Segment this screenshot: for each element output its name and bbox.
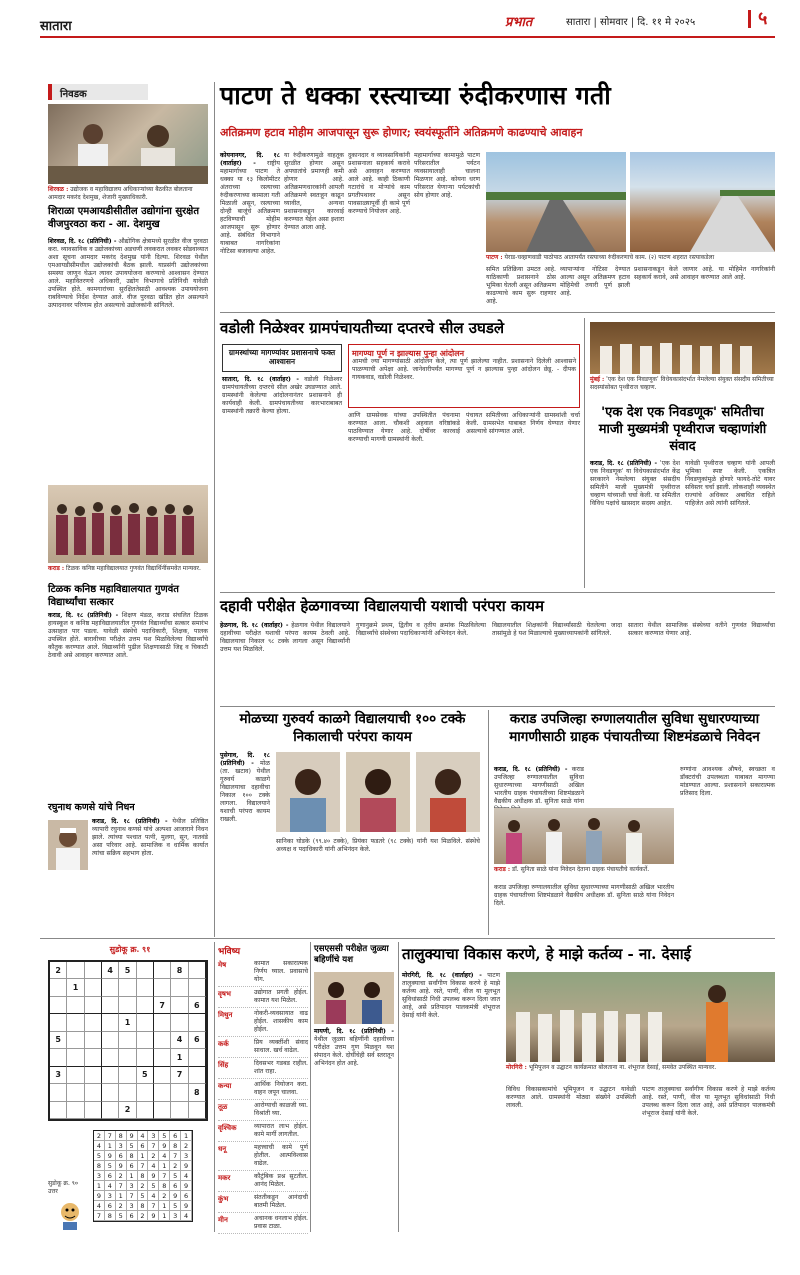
horoscope-title: भविष्य [218, 947, 241, 957]
sudoku-cell: 5 [119, 962, 136, 979]
sudoku-cell [119, 1032, 136, 1049]
sudoku-cell [189, 962, 206, 979]
zodiac-sign: कुंभ [218, 1194, 229, 1203]
students-group-photo [48, 485, 208, 563]
story-body: पुसेगाव, दि. १८ (प्रतिनिधी) - मोळ (ता. खटाव) येथील गुरुवर्य काळगे विद्यालयाचा दहावीचा निकाल १०० टक्के लागला. विद्यालयाने यशाची परंपरा कायम राखली. [220, 752, 270, 823]
horoscope-text: व्यापारात लाभ होईल. कामे मार्गी लागतील. [254, 1123, 308, 1138]
story-body: कराड, दि. १८ (प्रतिनिधी) - कराड उपजिल्हा रुग्णालयातील सुविधा सुधारण्याच्या मागणीसाठी अखिल भारतीय ग्राहक पंचायतीच्या शिष्टमंडळाने वैद्यकीय अधीक्षक डॉ. सुनिता साळे यांना [494, 766, 584, 805]
lead-body-col5: समित प्रतिक्रिया उमटत आहे. याठिकाणी प्रशासनाने ठोस भूमिका घेतली असून अतिक्रमण काढण्याचे काम सुरू राहणार आहे. [486, 266, 557, 305]
sudoku-cell [189, 1102, 206, 1119]
student-photo [276, 752, 340, 832]
sudoku-cell: 8 [171, 962, 188, 979]
sudoku-cell [137, 1014, 154, 1031]
story-body: शिरवळ, दि. १८ (प्रतिनिधी) - औद्योगिक क्षेत्रामध्ये सुरळीत वीज पुरवठा करा. व्यावसायिक व उद्योजकांच्या अडचणी लवकरात लवकर सोडवाव्यात अशा सूचना आमदार मकरंद देशमुख यांनी दिल्या. शिरवळ येथील एमआयडीसीमधील उद्योजकांची बैठक झाली. याप्रसंगी उद्योजकांच्या समस्या जाणून घेऊन त्यावर उपाययोजना करण्याचे आश्वासन देण्यात आले. महावितरणचे अधिकारी, उद्योग विभागाचे प्रतिनिधी यावेळी उपस्थित होते. कामगारांच्या सुरक्षिततेसाठी आवश्यक उपाययोजना राबविण्याचे निर्देश देण्यात आले. वीज पुरवठा खंडित होत असल्याने उत्पादनावर परिणाम होत असल्याचे उद्योजकांनी सांगितले. [48, 238, 209, 309]
horoscope-text: आर्थिक नियोजन करा. वाहन जपून चालवा. [254, 1081, 308, 1096]
horoscope-text: दिवसभर गडबड राहील. शांत राहा. [254, 1060, 308, 1075]
sudoku-cell [85, 979, 102, 996]
sudoku-answer-cell: 8 [94, 1161, 105, 1171]
sudoku-answer-cell: 7 [148, 1141, 159, 1151]
lead-body-col7: प्रशासनाकडून केले जाणार आहे. या मोहिमेत नागरिकांनी सहकार्य करावे, असे आवाहन करण्यात आले आहे. [634, 266, 775, 281]
sudoku-cell [119, 979, 136, 996]
lead-body-col3: दुकानदार व व्यावसायिकांनी प्रशासनाला सहकार्य करावे असे आवाहन करण्यात आले आहे. काही ठिकाणी गटारांचे व मोऱ्यांचे काम प्रगतीपथावर असून पावसाळ्यापूर्वी ही कामे पूर्ण करण्याचे नियोजन आहे. [348, 152, 410, 215]
horoscope-row [218, 1037, 308, 1058]
sudoku-answer-cell: 4 [148, 1161, 159, 1171]
sudoku-answer-cell: 6 [127, 1161, 138, 1171]
masthead-city: सातारा [40, 19, 72, 34]
sudoku-answer-cell: 1 [138, 1151, 149, 1161]
sudoku-answer-cell: 4 [181, 1171, 192, 1181]
sudoku-cell [154, 1049, 171, 1066]
sudoku-cell: 1 [119, 1014, 136, 1031]
sudoku-cell [50, 1014, 67, 1031]
sudoku-answer-cell: 4 [94, 1201, 105, 1211]
story-body: मायणी, दि. १८ (प्रतिनिधी) - येथील जुळ्या बहिणींनी दहावीच्या परीक्षेत उत्तम गुण मिळवून यश संपादन केले. दोघींचेही सर्व स्तरातून अभिनंदन होत आहे. [314, 1028, 394, 1067]
sudoku-answer-cell: 9 [105, 1151, 116, 1161]
sudoku-cell [189, 1049, 206, 1066]
committee-photo-caption: मुंबई : 'एक देश एक निवडणूक' विधेयकासंदर्भात नेमलेल्या संयुक्त संसदीय समितीच्या सदस्यांसोबत पृथ्वीराज चव्हाण. [590, 376, 774, 391]
horoscope-text: महत्त्वाची कामे पूर्ण होतील. आत्मविश्वास वाढेल. [254, 1144, 308, 1167]
sudoku-answer-cell: 4 [181, 1211, 192, 1221]
story-body: कराड, दि. १८ (प्रतिनिधी) - शिक्षण मंडळ, कराड संचलित टिळक हायस्कूल व कनिष्ठ महाविद्यालयातील गुणवंत विद्यार्थ्यांचा सत्कार समारंभ उत्साहात पार पडला. यावेळी संस्थेचे पदाधिकारी, शिक्षक, पालक उपस्थित होते. बारावीच्या परीक्षेत उत्तम यश मिळविलेल्या विद्यार्थ्यांचे कौतुक करण्यात आले. विद्यार्थ्यांनी पुढील शिक्षणासाठी जिद्द व चिकाटी ठेवावी असे आवाहन करण्यात आले. [48, 612, 209, 659]
sudoku-answer-cell: 7 [159, 1171, 170, 1181]
horoscope-row [218, 1008, 308, 1037]
sudoku-answer-cell: 3 [127, 1181, 138, 1191]
road-photo [486, 152, 626, 252]
sudoku-cell: 7 [171, 1067, 188, 1084]
story-body: यावेळी पृथ्वीराज चव्हाण यांनी आपली भूमिका स्पष्ट केली. एकत्रित निवडणुकांमुळे होणारे फायदे-तोटे यावर सविस्तर चर्चा झाली. लोकशाही व्यवस्थेत राज्यांचे अधिकार अबाधित राहिले पाहिजेत असे त्यांनी सांगितले. [685, 460, 775, 507]
sudoku-answer-cell: 2 [159, 1191, 170, 1201]
sudoku-cell [137, 1084, 154, 1101]
sudoku-cell [171, 1102, 188, 1119]
sudoku-answer-cell: 2 [170, 1161, 181, 1171]
sudoku-cell: 4 [171, 1032, 188, 1049]
zodiac-sign: कर्क [218, 1039, 229, 1048]
sudoku-answer-cell: 1 [94, 1181, 105, 1191]
sudoku-cell: 3 [50, 1067, 67, 1084]
sudoku-cell [137, 997, 154, 1014]
sudoku-cell: 6 [189, 1032, 206, 1049]
story-body: कराड उपजिल्हा रुग्णालयातील सुविधा सुधारण्याच्या मागणीसाठी अखिल भारतीय ग्राहक पंचायतीच्या शिष्टमंडळाने वैद्यकीय अधीक्षक डॉ. सुनिता साळे यांना निवेदन दिले. [494, 884, 674, 907]
sudoku-cell [119, 1049, 136, 1066]
sudoku-answer-cell: 8 [138, 1201, 149, 1211]
horoscope-text: संततीकडून आनंदाची बातमी मिळेल. [254, 1194, 308, 1209]
sudoku-answer-cell: 9 [159, 1141, 170, 1151]
horoscope-text: कौटुंबिक प्रश्न सुटतील. आनंद मिळेल. [254, 1173, 308, 1188]
memorandum-photo-caption: कराड : डॉ. सुनिता साळे यांना निवेदन देताना ग्राहक पंचायतीचे कार्यकर्ते. [494, 866, 650, 873]
sudoku-cell [50, 1084, 67, 1101]
obituary-photo [48, 820, 88, 870]
event-photo [506, 972, 775, 1062]
memorandum-photo [494, 808, 674, 864]
sudoku-cell [171, 1014, 188, 1031]
horoscope-list [218, 958, 308, 1233]
callout-box: मागण्या पूर्ण न झाल्यास पुन्हा आंदोलन आमची ज्या मागण्यांसाठी आंदोलन केले, त्या पूर्ण झालेल्या नाहीत. प्रशासनाने दिलेली आश्वासने पाळण्याची अपेक्षा आहे. जानेवारीपर्यंत मागण्या पूर्ण न झाल्यास पुन्हा आंदोलन छेडू. - दीपक गायकवाड, वडोली निळेश्वर. [348, 344, 580, 408]
sudoku-cell [189, 1067, 206, 1084]
sudoku-answer-cell: 8 [170, 1141, 181, 1151]
story-headline: टिळक कनिष्ठ महाविद्यालयात गुणवंत विद्यार्थ्यांचा सत्कार [48, 584, 179, 608]
sudoku-cell [154, 1014, 171, 1031]
sudoku-cell [67, 962, 84, 979]
sudoku-cell [85, 1032, 102, 1049]
horoscope-row [218, 1079, 308, 1100]
sudoku-answer-cell: 2 [138, 1211, 149, 1221]
horoscope-text: प्रिय व्यक्तींशी संवाद साधाल. खर्च वाढेल. [254, 1039, 308, 1054]
sudoku-cell [171, 997, 188, 1014]
zodiac-sign: सिंह [218, 1060, 229, 1069]
sudoku-answer-cell: 3 [181, 1151, 192, 1161]
sudoku-answer-cell: 7 [116, 1181, 127, 1191]
masthead-rule [40, 36, 775, 38]
sudoku-answer-cell: 9 [127, 1131, 138, 1141]
sudoku-cell [50, 997, 67, 1014]
sudoku-answer-cell: 3 [116, 1141, 127, 1151]
sudoku-cell: 1 [67, 979, 84, 996]
meeting-photo-caption: शिरवळ : उद्योजक व महाविद्यालय अधिकाऱ्यांच्या बैठकीत बोलताना आमदार मकरंद देशमुख, शेजारी मुख्याधिकारी. [48, 186, 193, 201]
sudoku-grid [48, 960, 208, 1121]
horoscope-row [218, 1192, 308, 1213]
sudoku-answer-cell: 6 [181, 1191, 192, 1201]
student-photo [346, 752, 410, 832]
sudoku-cell [154, 962, 171, 979]
sudoku-answer-cell: 7 [94, 1211, 105, 1221]
zodiac-sign: वृश्चिक [218, 1123, 237, 1132]
section-tag: निवडक [48, 84, 148, 100]
story-body: पाटण तालुक्याचा सर्वांगीण विकास करणे हे माझे कर्तव्य आहे. रस्ते, पाणी, वीज या मूलभूत सुविधांसाठी निधी उपलब्ध करून दिला जात आहे, असे प्रतिपादन पालकमंत्री शंभूराज देसाई यांनी केले. [642, 1086, 775, 1117]
story-headline: दहावी परीक्षेत हेळगावच्या विद्यालयाची यशाची परंपरा कायम [220, 597, 544, 615]
sudoku-answer-cell: 9 [181, 1201, 192, 1211]
sudoku-answer-cell: 5 [159, 1131, 170, 1141]
zodiac-sign: तूळ [218, 1102, 228, 1111]
sudoku-cell [85, 1014, 102, 1031]
story-body: हेळगाव, दि. १८ (वार्ताहर) - हेळगाव येथील विद्यालयाने दहावीच्या परीक्षेत यशाची परंपरा कायम ठेवली आहे. विद्यालयाचा निकाल ९८ टक्के लागला असून विद्यार्थ्यांनी उत्तम यश मिळविले. [220, 622, 350, 653]
answer-title: सुडोकू क्र. ९० उत्तर [48, 1180, 78, 1195]
sudoku-cell [154, 1084, 171, 1101]
story-headline: शिराळा एमआयडीसीतील उद्योगांना सुरक्षेत वीजपुरवठा करा - आ. देशमुख [48, 206, 200, 230]
event-photo-caption: मोरगिरी : भूमिपूजन व उद्घाटन कार्यक्रमात बोलताना ना. शंभूराज देसाई, समवेत उपस्थित मान्यवर. [506, 1064, 717, 1071]
sudoku-cell [102, 1014, 119, 1031]
sudoku-cell [102, 997, 119, 1014]
sudoku-answer-cell: 5 [170, 1201, 181, 1211]
callout-box: ग्रामस्थांच्या मागण्यांवर प्रशासनाचे फक्त आश्वासन [222, 344, 342, 372]
sudoku-answer-cell: 4 [148, 1191, 159, 1201]
section-divider [40, 938, 775, 939]
sudoku-cell: 1 [171, 1049, 188, 1066]
zodiac-sign: मकर [218, 1173, 231, 1182]
sudoku-title: सुडोकू क्र. ९१ [109, 944, 151, 954]
story-body: गुणानुक्रमे प्रथम, द्वितीय व तृतीय क्रमांक मिळविलेल्या विद्यार्थ्यांचे संस्थेच्या पदाधिकाऱ्यांनी अभिनंदन केले. [356, 622, 486, 637]
story-body: मोरगिरी, दि. १८ (वार्ताहर) - पाटण तालुक्याचा सर्वांगीण विकास करणे हे माझे कर्तव्य आहे. रस्ते, पाणी, वीज या मूलभूत सुविधांसाठी निधी उपलब्ध करून दिला जात आहे, असे प्रतिपादन पालकमंत्री शंभूराज देसाई यांनी केले. [402, 972, 501, 1019]
horoscope-text: अचानक धनलाभ होईल. प्रवास टाळा. [254, 1215, 308, 1230]
sudoku-answer-cell: 1 [159, 1161, 170, 1171]
sudoku-cell [154, 979, 171, 996]
sudoku-answer-cell: 1 [127, 1171, 138, 1181]
sudoku-cell [67, 1102, 84, 1119]
sudoku-answer-cell: 9 [116, 1161, 127, 1171]
sudoku-cell [189, 1014, 206, 1031]
lead-body-col2: या रुंदीकरणामुळे वाहतूक सुरळीत होणार असून अपघातांचे प्रमाणही कमी होणार आहे. अतिक्रमणधारकांनी आपली अतिक्रमणे स्वतःहून काढून घ्यावीत, अन्यथा प्रशासनाकडून कारवाई करण्यात येईल असा इशारा देण्यात आला आहे. [284, 152, 344, 231]
sudoku-cell [154, 1032, 171, 1049]
sudoku-answer-cell: 3 [170, 1211, 181, 1221]
sudoku-answer-cell: 6 [170, 1181, 181, 1191]
column-divider [214, 942, 215, 1232]
sudoku-cell: 6 [189, 997, 206, 1014]
sudoku-answer-cell: 4 [94, 1141, 105, 1151]
column-divider [488, 710, 489, 935]
sudoku-cell [67, 1032, 84, 1049]
sudoku-answer-cell: 9 [148, 1171, 159, 1181]
sudoku-answer-cell: 8 [159, 1181, 170, 1191]
section-divider [220, 312, 775, 313]
sudoku-answer-cell: 7 [148, 1201, 159, 1211]
sudoku-cell [67, 1014, 84, 1031]
sudoku-answer-cell: 6 [105, 1171, 116, 1181]
sudoku-cell: 5 [137, 1067, 154, 1084]
sudoku-cell [137, 962, 154, 979]
sudoku-cell [50, 979, 67, 996]
sudoku-answer-cell: 9 [181, 1161, 192, 1171]
sudoku-answer-cell: 5 [170, 1171, 181, 1181]
sudoku-cell [119, 1067, 136, 1084]
zodiac-sign: वृषभ [218, 989, 231, 998]
sudoku-answer-cell: 6 [127, 1211, 138, 1221]
masthead-dateline: सातारा | सोमवार | दि. ११ मे २०२५ [566, 17, 696, 28]
sudoku-answer-cell: 7 [127, 1191, 138, 1201]
meeting-photo [48, 104, 208, 184]
sudoku-cell: 2 [50, 962, 67, 979]
road-photo-2 [630, 152, 775, 252]
zodiac-sign: मिथुन [218, 1010, 233, 1019]
sudoku-answer-cell: 1 [159, 1201, 170, 1211]
column-divider [214, 82, 215, 937]
sudoku-answer-cell: 7 [138, 1161, 149, 1171]
sudoku-cell: 5 [50, 1032, 67, 1049]
sudoku-answer-cell: 3 [94, 1171, 105, 1181]
story-body: आणि ग्रामसेवक यांच्या उपस्थितीत पंचनामा करण्यात आला. चौकशी अहवाल वरिष्ठांकडे पाठविण्यात येणार आहे. दोषींवर कारवाई करण्याची मागणी ग्रामस्थांनी केली. [348, 412, 460, 443]
section-divider [220, 706, 775, 707]
sudoku-answer-cell: 1 [181, 1131, 192, 1141]
student-photo [416, 752, 480, 832]
sudoku-cell [50, 1102, 67, 1119]
story-body: सातारा येथील सामाजिक संस्थेच्या वतीने गुणवंत विद्यार्थ्यांचा सत्कार करण्यात येणार आहे. [628, 622, 775, 637]
sudoku-answer-cell: 2 [148, 1151, 159, 1161]
sudoku-cell [102, 979, 119, 996]
section-divider [220, 592, 775, 593]
zodiac-sign: मेष [218, 960, 227, 969]
story-headline: कराड उपजिल्हा रुग्णालयातील सुविधा सुधारण्याच्या मागणीसाठी ग्राहक पंचायतीच्या शिष्टमंडळाचे निवेदन [509, 711, 760, 745]
column-divider [584, 318, 585, 588]
story-body: विविध विकासकामांचे भूमिपूजन व उद्घाटन यावेळी करण्यात आले. ग्रामस्थांनी मोठ्या संख्येने उपस्थिती लावली. [506, 1086, 636, 1109]
sudoku-cell [102, 1049, 119, 1066]
sudoku-answer-cell: 5 [148, 1181, 159, 1191]
sudoku-cell [119, 997, 136, 1014]
sudoku-answer-cell: 3 [148, 1131, 159, 1141]
column-divider [310, 942, 311, 1232]
story-headline: रघुनाथ कणसे यांचे निधन [48, 802, 135, 813]
sudoku-cell [85, 1067, 102, 1084]
sudoku-cell: 7 [154, 997, 171, 1014]
sudoku-cell [85, 962, 102, 979]
sudoku-cell [171, 1084, 188, 1101]
lead-body-col1: कोयनानगर, दि. १८ (वार्ताहर) - राष्ट्रीय महामार्गाच्या पाटण ते धक्का या १३ किलोमीटर अंतराच्या रस्त्याच्या रुंदीकरणाच्या कामाला गती मिळाली असून, रस्त्याच्या दोन्ही बाजूंचे अतिक्रमण हटविण्याची मोहीम आजपासून सुरू होणार आहे. संबंधित विभागाने याबाबत नागरिकांना नोटिसा बजावल्या आहेत. [220, 152, 280, 255]
sudoku-answer-cell: 8 [105, 1211, 116, 1221]
sudoku-cell [67, 1084, 84, 1101]
sudoku-answer-cell: 6 [105, 1201, 116, 1211]
sudoku-answer-cell: 2 [94, 1131, 105, 1141]
sudoku-cell [50, 1049, 67, 1066]
sudoku-answer-cell: 5 [138, 1191, 149, 1201]
sudoku-cell [102, 1084, 119, 1101]
sudoku-cell [102, 1032, 119, 1049]
sudoku-answer-cell: 7 [105, 1131, 116, 1141]
sudoku-answer-cell: 2 [116, 1201, 127, 1211]
cartoon-icon [52, 1200, 88, 1230]
sudoku-answer-cell: 4 [105, 1181, 116, 1191]
committee-photo [590, 322, 775, 374]
sudoku-cell: 4 [102, 962, 119, 979]
sudoku-cell [171, 979, 188, 996]
sudoku-cell [189, 979, 206, 996]
students-photo-caption: कराड : टिळक कनिष्ठ महाविद्यालयात गुणवंत विद्यार्थिनींसमवेत मान्यवर. [48, 565, 201, 572]
sudoku-answer-cell: 2 [181, 1141, 192, 1151]
sudoku-answer-cell: 5 [127, 1141, 138, 1151]
sudoku-cell [85, 997, 102, 1014]
zodiac-sign: मीन [218, 1215, 228, 1224]
horoscope-row [218, 958, 308, 987]
sudoku-answer-cell: 8 [127, 1151, 138, 1161]
story-body: सातारा, दि. १८ (वार्ताहर) - वडोली निळेश्वर ग्रामपंचायतीच्या दप्तरचे सील अखेर उघडण्यात आले. ग्रामस्थांनी केलेल्या आंदोलनानंतर प्रशासनाने ही कार्यवाही केली. ग्रामपंचायतीच्या कारभाराबाबत ग्रामस्थांनी तक्रारी केल्या होत्या. [222, 376, 342, 415]
sudoku-answer-cell: 6 [138, 1141, 149, 1151]
page-number: ५ [758, 8, 768, 29]
sudoku-answer-cell: 1 [105, 1141, 116, 1151]
masthead [0, 0, 800, 62]
horoscope-row [218, 1171, 308, 1192]
horoscope-text: उद्योगात प्रगती होईल. कामात यश मिळेल. [254, 989, 308, 1004]
sudoku-answer-cell: 5 [105, 1161, 116, 1171]
sudoku-cell [85, 1084, 102, 1101]
sudoku-cell [154, 1067, 171, 1084]
horoscope-text: कामात सकारात्मक निर्णय घ्याल. प्रवासाचे योग. [254, 960, 308, 983]
sudoku-cell [119, 1084, 136, 1101]
story-headline: वडोली निळेश्वर ग्रामपंचायतीच्या दप्तरचे सील उघडले [220, 319, 505, 337]
horoscope-row [218, 1121, 308, 1142]
sudoku-answer-cell: 9 [94, 1191, 105, 1201]
horoscope-row [218, 1213, 308, 1234]
sudoku-answer-cell: 1 [159, 1211, 170, 1221]
sudoku-cell [154, 1102, 171, 1119]
sudoku-answer-cell: 4 [138, 1131, 149, 1141]
story-body: सानिका घोडके (९९.४० टक्के), प्रियंका फडतरे (९८ टक्के) यांनी यश मिळविले. संस्थेचे अध्यक्ष व पदाधिकारी यांनी अभिनंदन केले. [276, 838, 480, 853]
horoscope-text: आरोग्याची काळजी घ्या. विश्रांती घ्या. [254, 1102, 308, 1117]
sudoku-answer-cell: 5 [94, 1151, 105, 1161]
sudoku-answer-cell: 1 [116, 1191, 127, 1201]
sudoku-cell [137, 1049, 154, 1066]
sudoku-answer-cell: 6 [116, 1151, 127, 1161]
lead-subhead: अतिक्रमण हटाव मोहीम आजपासून सुरू होणार; स्वयंस्फूर्तीने अतिक्रमणे काढण्याचे आवाहन [220, 126, 583, 139]
newspaper-logo: प्रभात [505, 15, 533, 30]
story-body: कराड, दि. १८ (प्रतिनिधी) - 'एक देश एक निवडणूक' या विधेयकासंदर्भात केंद्र सरकारने नेमलेल्या संयुक्त संसदीय समितीने माजी मुख्यमंत्री पृथ्वीराज चव्हाण यांच्याशी चर्चा केली. या समितीत विविध पक्षांचे खासदार सदस्य आहेत. [590, 460, 680, 507]
twins-photo [314, 972, 394, 1024]
sudoku-answer-grid [93, 1130, 193, 1222]
sudoku-answer-cell: 2 [116, 1171, 127, 1181]
sudoku-cell [102, 1067, 119, 1084]
sudoku-answer-cell: 9 [170, 1191, 181, 1201]
sudoku-answer-cell: 4 [159, 1151, 170, 1161]
sudoku-answer-cell: 3 [105, 1191, 116, 1201]
horoscope-text: नोकरी-व्यवसायात वाढ होईल. शासकीय काम होईल. [254, 1010, 308, 1033]
story-body: विद्यालयातील शिक्षकांनी विद्यार्थ्यांसाठी घेतलेल्या जादा तासांमुळे हे यश मिळाल्याचे मुख्याध्यापकांनी सांगितले. [492, 622, 622, 637]
horoscope-row [218, 1142, 308, 1171]
story-body: रुग्णांना आवश्यक औषधे, स्वच्छता व डॉक्टरांची उपलब्धता याबाबत मागण्या मांडण्यात आल्या. प्रशासनाने सकारात्मक प्रतिसाद दिला. [680, 766, 775, 797]
story-headline: एसएससी परीक्षेत जुळ्या बहिणींचे यश [314, 944, 389, 965]
story-body: पंचायत समितीच्या अधिकाऱ्यांनी ग्रामस्थांशी चर्चा केली. ग्रामसभेत याबाबत निर्णय घेण्यात येणार असल्याचे सांगण्यात आले. [466, 412, 580, 435]
story-headline: तालुक्याचा विकास करणे, हे माझे कर्तव्य - ना. देसाई [402, 945, 691, 963]
sudoku-cell [85, 1102, 102, 1119]
sudoku-answer-cell: 8 [138, 1171, 149, 1181]
sudoku-answer-cell: 7 [170, 1151, 181, 1161]
sudoku-answer-cell: 8 [116, 1131, 127, 1141]
sudoku-cell: 8 [189, 1084, 206, 1101]
sudoku-cell [137, 1102, 154, 1119]
sudoku-answer-cell: 2 [138, 1181, 149, 1191]
story-headline: 'एक देश एक निवडणूक' समितीचा माजी मुख्यमंत्री पृथ्वीराज चव्हाणांशी संवाद [598, 405, 767, 454]
sudoku-answer-cell: 5 [116, 1211, 127, 1221]
sudoku-answer-cell: 3 [127, 1201, 138, 1211]
sudoku-cell [137, 1032, 154, 1049]
zodiac-sign: कन्या [218, 1081, 232, 1090]
sudoku-cell [67, 997, 84, 1014]
sudoku-cell [85, 1049, 102, 1066]
sudoku-cell [137, 979, 154, 996]
lead-headline: पाटण ते धक्का रस्त्याच्या रुंदीकरणास गती [220, 81, 612, 110]
story-body: कराड, दि. १८ (प्रतिनिधी) - येथील प्रतिष्ठित व्यापारी रघुनाथ कणसे यांचे अल्पशा आजाराने निधन झाले. त्यांच्या पश्चात पत्नी, मुलगा, सून, नातवंडे असा परिवार आहे. सामाजिक व धार्मिक कार्यात त्यांचा सक्रिय सहभाग होता. [92, 818, 208, 857]
sudoku-cell [67, 1049, 84, 1066]
horoscope-row [218, 987, 308, 1008]
sudoku-answer-cell: 9 [181, 1181, 192, 1191]
horoscope-row [218, 1058, 308, 1079]
sudoku-answer-cell: 9 [148, 1211, 159, 1221]
sudoku-cell: 2 [119, 1102, 136, 1119]
horoscope-row [218, 1100, 308, 1121]
lead-body-col4: महामार्गाच्या कामामुळे पाटण परिसरातील पर्यटन व्यवसायालाही चालना मिळणार आहे. कोयना धरण परिसरात येणाऱ्या पर्यटकांची सोय होणार आहे. [414, 152, 480, 199]
sudoku-cell [67, 1067, 84, 1084]
story-headline: मोळच्या गुरुवर्य काळगे विद्यालयाची १०० टक्के निकालाची परंपरा कायम [239, 711, 466, 745]
column-divider [398, 942, 399, 1232]
road-photo-caption: पाटण : येराड-चव्हाणवाडी पाठोपाठ आतापर्यंत रस्त्याच्या रुंदीकरणाचे काम. (२) पाटण शहरात रस्त्याकडेला [486, 254, 715, 261]
sudoku-answer-cell: 6 [170, 1131, 181, 1141]
lead-body-col6: व्यापाऱ्यांना नोटिसा देण्यात आल्या असून अतिक्रमण हटाव मोहिमेची तयारी पूर्ण झाली आहे. [560, 266, 630, 297]
zodiac-sign: धनू [218, 1144, 227, 1153]
sudoku-cell [102, 1102, 119, 1119]
